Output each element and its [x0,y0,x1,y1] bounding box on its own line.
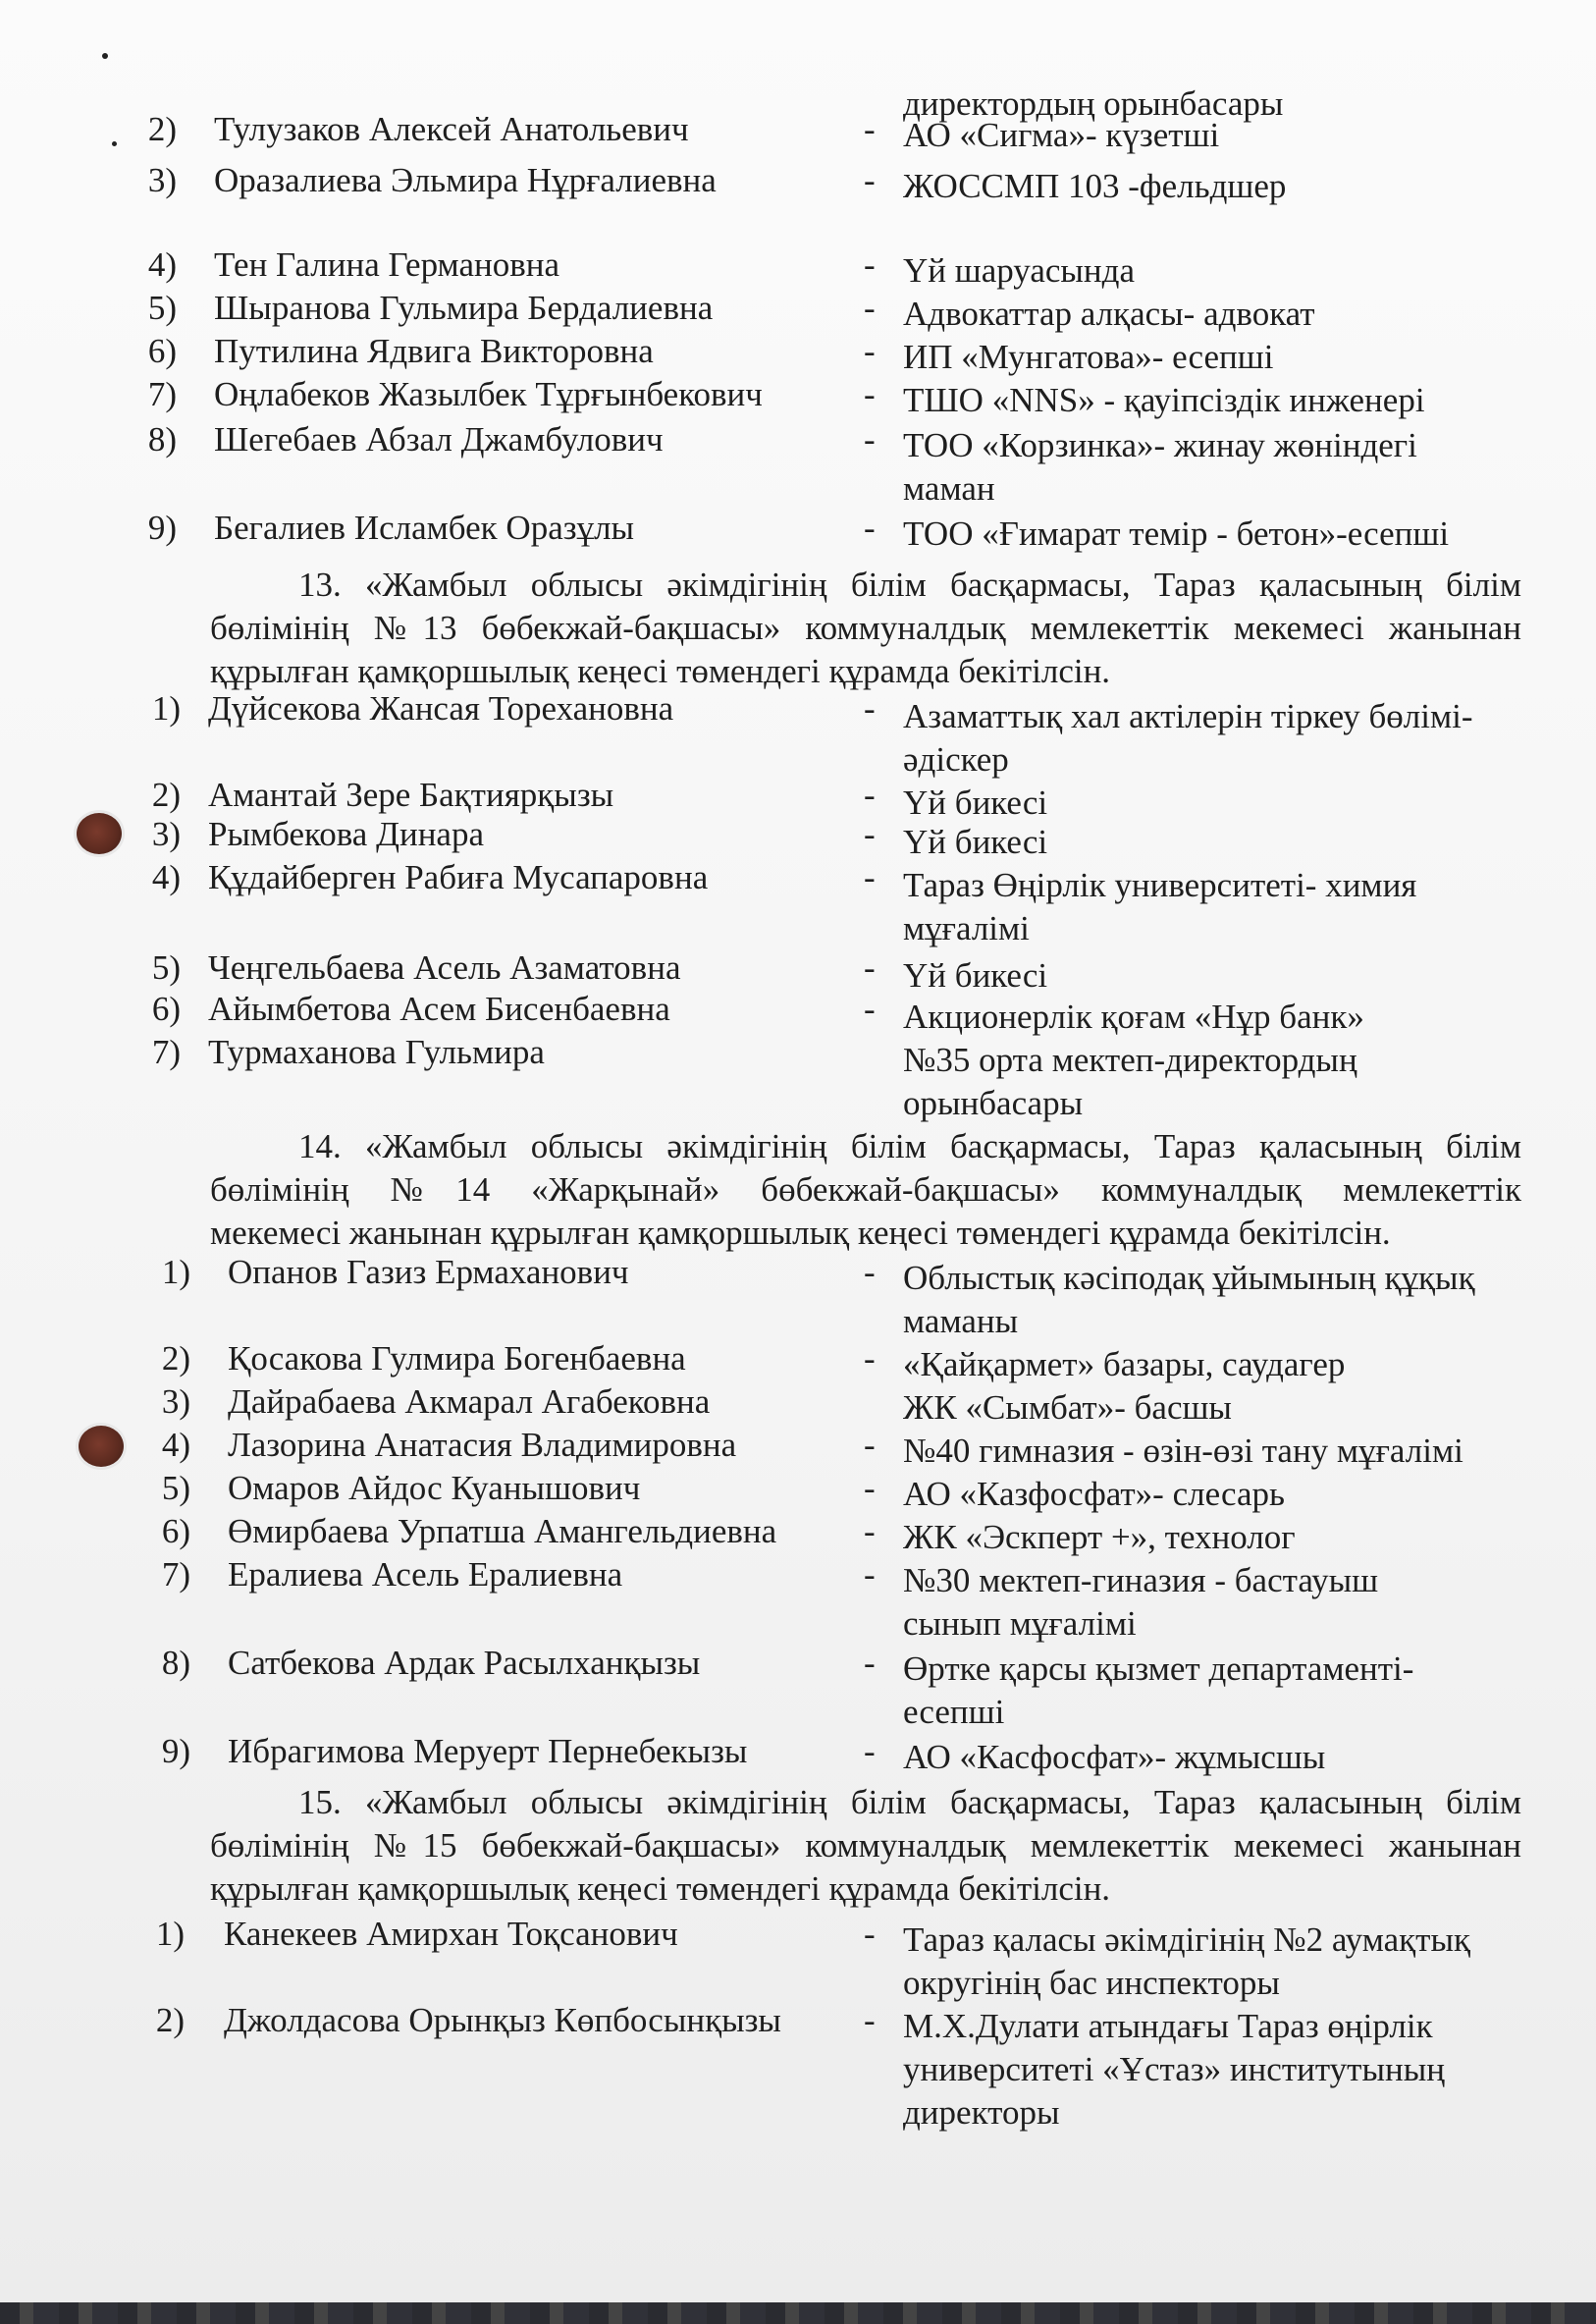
separator-dash: - [864,948,876,987]
member-number: 6) [147,332,177,370]
member-number: 4) [147,245,177,284]
separator-dash: - [864,245,876,284]
member-name: Ералиева Асель Ералиевна [228,1555,623,1594]
para-line: бөлімінің №14 «Жарқынай» бөбекжай-бақшасы» коммуналдық мемлекеттік [210,1170,1521,1209]
member-position: ИП «Мунгатова»- есепші [903,338,1274,376]
member-position: АО «Касфосфат»- жұмысшы [903,1738,1326,1776]
member-number: 8) [147,420,177,459]
member-number: 2) [155,2001,185,2039]
member-number: 3) [151,815,181,853]
scan-background-edge [0,2302,1596,2324]
member-number: 3) [147,161,177,199]
para-line: 15. «Жамбыл облысы әкімдігінің білім басқармасы, Тараз қаласының білім [298,1783,1521,1821]
member-name: Джолдасова Орынқыз Көпбосынқызы [224,2001,781,2039]
separator-dash: - [864,420,876,459]
member-name: Дайрабаева Акмарал Агабековна [228,1382,711,1421]
member-name: Шыранова Гульмира Бердалиевна [214,289,714,327]
separator-dash: - [864,1253,876,1291]
para-line: мекемесі жанынан құрылған қамқоршылық кеңесі төмендегі құрамда бекітілсін. [210,1214,1391,1252]
separator-dash: - [864,1915,876,1953]
member-position: №35 орта мектеп-директордың [903,1041,1357,1079]
member-number: 6) [151,990,181,1028]
member-position: «Қайқармет» базары, саудагер [903,1345,1346,1383]
section-15-heading [210,1781,1521,1911]
member-name: Путилина Ядвига Викторовна [214,332,654,370]
separator-dash: - [864,289,876,327]
separator-dash: - [864,689,876,728]
member-position: университеті «Ұстаз» институтының [903,2050,1445,2088]
para-line: бөлімінің №13 бөбекжай-бақшасы» коммуналдық мемлекеттік мекемесі жанынан [210,609,1521,647]
separator-dash: - [864,1555,876,1594]
member-position: ТОО «Ғимарат темір - бетон»-есепші [903,514,1450,553]
member-name: Лазорина Анатасия Владимировна [228,1426,737,1464]
member-name: Өмирбаева Урпатша Амангельдиевна [228,1512,777,1550]
member-name: Шегебаев Абзал Джамбулович [214,420,664,459]
member-position: Үй бикесі [903,956,1048,995]
member-name: Турмаханова Гульмира [208,1033,545,1071]
member-position: Үй бикесі [903,823,1048,861]
member-position: есепші [903,1693,1005,1731]
member-number: 7) [161,1555,190,1594]
separator-dash: - [864,858,876,896]
member-position: Азаматтық хал актілерін тіркеу бөлімі- [903,697,1473,735]
member-number: 5) [161,1469,190,1507]
member-name: Ибрагимова Меруерт Пернебекызы [228,1732,748,1770]
member-name: Рымбекова Динара [208,815,484,853]
member-name: Тулузаков Алексей Анатольевич [214,110,689,148]
member-number: 7) [147,375,177,413]
member-number: 4) [161,1426,190,1464]
member-name: Оңлабеков Жазылбек Тұрғынбекович [214,375,763,413]
member-number: 1) [151,689,181,728]
member-position: АО «Сигма»- күзетші [903,116,1220,154]
member-name: Бегалиев Исламбек Оразұлы [214,509,635,547]
member-position: Облыстық кәсіподақ ұйымының құқық [903,1259,1475,1297]
member-name: Сатбекова Ардак Расылханқызы [228,1644,701,1682]
separator-dash: - [864,815,876,853]
member-number: 6) [161,1512,190,1550]
member-name: Оразалиева Эльмира Нұрғалиевна [214,161,717,199]
role-continuation: директордың орынбасары [903,84,1284,123]
speck-mark [112,141,117,146]
separator-dash: - [864,509,876,547]
member-position: округінің бас инспекторы [903,1964,1280,2002]
member-position: №30 мектеп-гиназия - бастауыш [903,1561,1379,1599]
member-number: 8) [161,1644,190,1682]
speck-mark [102,53,108,59]
separator-dash: - [864,1644,876,1682]
separator-dash: - [864,1426,876,1464]
member-name: Омаров Айдос Куанышович [228,1469,641,1507]
member-name: Опанов Газиз Ермаханович [228,1253,629,1291]
para-line: 14. «Жамбыл облысы әкімдігінің білім басқармасы, Тараз қаласының білім [298,1127,1521,1165]
member-position: маманы [903,1302,1019,1340]
member-number: 9) [147,509,177,547]
separator-dash: - [864,1512,876,1550]
separator-dash: - [864,1469,876,1507]
para-line: бөлімінің №15 бөбекжай-бақшасы» коммуналдық мемлекеттік мекемесі жанынан [210,1826,1521,1865]
member-position: ТОО «Корзинка»- жинау жөніндегі [903,426,1417,464]
member-number: 5) [147,289,177,327]
section-13-heading [210,564,1521,693]
member-number: 1) [161,1253,190,1291]
member-position: ЖК «Сымбат»- басшы [903,1388,1232,1427]
member-position: сынып мұғалімі [903,1604,1137,1643]
member-number: 7) [151,1033,181,1071]
member-position: әдіскер [903,740,1009,779]
section-14-heading [210,1125,1521,1255]
member-number: 9) [161,1732,190,1770]
member-number: 3) [161,1382,190,1421]
member-position: Үй бикесі [903,784,1048,822]
member-position: Үй шаруасында [903,251,1135,290]
member-number: 4) [151,858,181,896]
member-name: Айымбетова Асем Бисенбаевна [208,990,670,1028]
separator-dash: - [864,1339,876,1378]
member-position: АО «Казфосфат»- слесарь [903,1475,1285,1513]
para-line: 13. «Жамбыл облысы әкімдігінің білім басқармасы, Тараз қаласының білім [298,566,1521,604]
separator-dash: - [864,776,876,814]
member-name: Қосакова Гулмира Богенбаевна [228,1339,686,1378]
separator-dash: - [864,161,876,199]
para-line: құрылған қамқоршылық кеңесі төмендегі құрамда бекітілсін. [210,652,1111,690]
para-line: құрылған қамқоршылық кеңесі төмендегі құрамда бекітілсін. [210,1869,1111,1908]
member-position: ЖК «Эскперт +», технолог [903,1518,1296,1556]
member-position: М.Х.Дулати атындағы Тараз өңірлік [903,2007,1433,2045]
member-position: орынбасары [903,1084,1084,1122]
member-name: Чеңгельбаева Асель Азаматовна [208,948,681,987]
member-position: Тараз қаласы әкімдігінің №2 аумақтық [903,1920,1470,1959]
punch-hole [79,1426,124,1467]
member-name: Амантай Зере Бақтиярқызы [208,776,614,814]
member-number: 1) [155,1915,185,1953]
member-number: 2) [151,776,181,814]
member-number: 5) [151,948,181,987]
member-name: Канекеев Амирхан Тоқсанович [224,1915,678,1953]
member-position: мұғалімі [903,909,1030,947]
member-name: Құдайберген Рабиға Мусапаровна [208,858,709,896]
separator-dash: - [864,332,876,370]
member-number: 2) [161,1339,190,1378]
member-position: маман [903,469,995,508]
separator-dash: - [864,110,876,148]
member-position: Адвокаттар алқасы- адвокат [903,295,1315,333]
member-position: ТШО «NNS» - қауіпсіздік инженері [903,381,1425,419]
member-position: Тараз Өңірлік университеті- химия [903,866,1417,904]
separator-dash: - [864,1732,876,1770]
member-number: 2) [147,110,177,148]
separator-dash: - [864,990,876,1028]
member-position: Өртке қарсы қызмет департаменті- [903,1649,1414,1688]
member-position: Акционерлік қоғам «Нұр банк» [903,998,1364,1036]
member-name: Тен Галина Германовна [214,245,560,284]
punch-hole [77,813,122,854]
member-position: директоры [903,2093,1060,2132]
member-name: Дүйсекова Жансая Торехановна [208,689,674,728]
separator-dash: - [864,375,876,413]
separator-dash: - [864,2001,876,2039]
member-position: №40 гимназия - өзін-өзі тану мұғалімі [903,1432,1463,1470]
member-position: ЖОССМП 103 -фельдшер [903,167,1287,205]
